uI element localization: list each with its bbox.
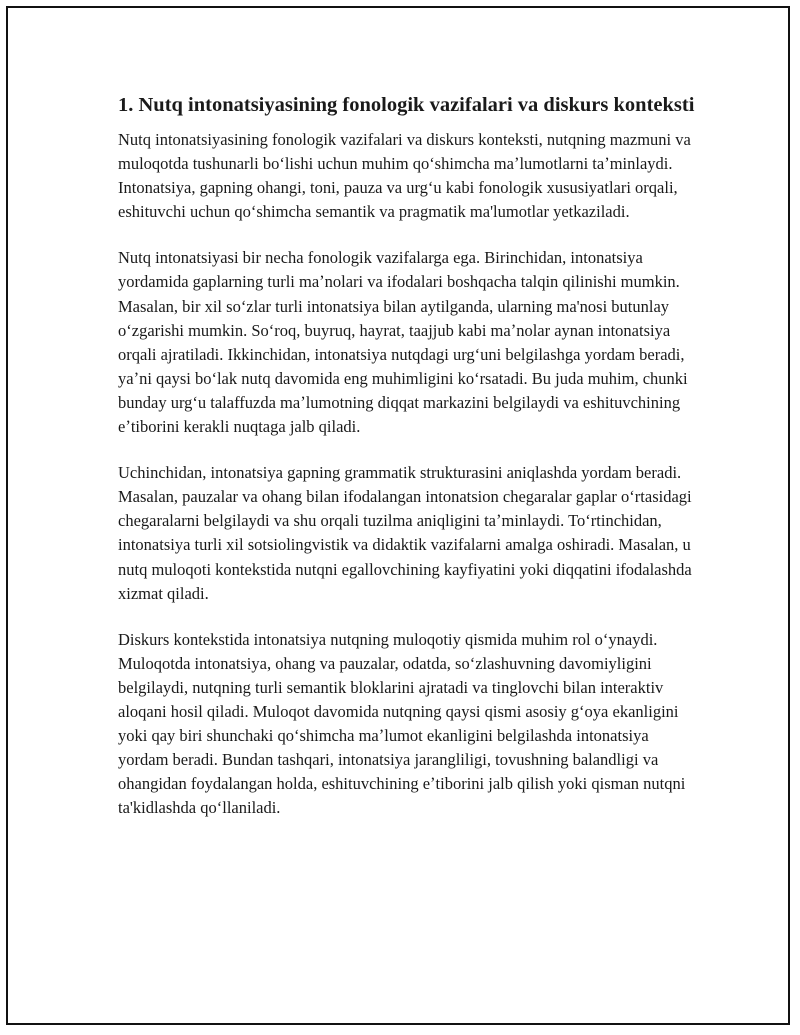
paragraph-1: Nutq intonatsiyasining fonologik vazifalari va diskurs konteksti, nutqning mazmuni va muloqotda tushunarli boʻlishi uchun muhim qoʻshimcha maʼlumotlarni taʼminlaydi. Intonatsiya, gapning ohangi, toni, pauza va urgʻu kabi fonologik xususiyatlari orqali, eshituvchi uchun qoʻshimcha semantik va pragmatik ma'lumotlar yetkaziladi. — [118, 130, 691, 222]
document-body — [118, 92, 698, 842]
paragraph-2: Nutq intonatsiyasi bir necha fonologik vazifalarga ega. Birinchidan, intonatsiya yordamida gaplarning turli maʼnolari va ifodalari boshqacha talqin qilinishi mumkin. Masalan, bir xil soʻzlar turli intonatsiya bilan aytilganda, ularning ma'nosi butunlay oʻzgarishi mumkin. Soʻroq, buyruq, hayrat, taajjub kabi maʼnolar aynan intonatsiya orqali ajratiladi. Ikkinchidan, intonatsiya nutqdagi urgʻuni belgilashga yordam beradi, yaʼni qaysi boʻlak nutq davomida eng muhimligini koʻrsatadi. Bu juda muhim, chunki bunday urgʻu talaffuzda maʼlumotning diqqat markazini belgilaydi va eshituvchining eʼtiborini kerakli nuqtaga jalb qiladi. — [118, 248, 688, 437]
paragraph-3: Uchinchidan, intonatsiya gapning grammatik strukturasini aniqlashda yordam beradi. Masalan, pauzalar va ohang bilan ifodalangan intonatsion chegaralar gaplar oʻrtasidagi chegaralarni belgilaydi va shu orqali tuzilma aniqligini taʼminlaydi. Toʻrtinchidan, intonatsiya turli xil sotsiolingvistik va didaktik vazifalarni amalga oshiradi. Masalan, u nutq muloqoti kontekstida nutqni egallovchining kayfiyatini yoki diqqatini ifodalashda xizmat qiladi. — [118, 463, 692, 603]
paragraph-4: Diskurs kontekstida intonatsiya nutqning muloqotiy qismida muhim rol oʻynaydi. Muloqotda intonatsiya, ohang va pauzalar, odatda, soʻzlashuvning davomiyligini belgilaydi, nutqning turli semantik bloklarini ajratadi va tinglovchi bilan interaktiv aloqani hosil qiladi. Muloqot davomida nutqning qaysi qismi asosiy gʻoya ekanligini yoki qay biri shunchaki qoʻshimcha maʼlumot ekanligini belgilashda intonatsiya yordam beradi. Bundan tashqari, intonatsiya jarangliligi, tovushning balandligi va ohangidan foydalangan holda, eshituvchining eʼtiborini jalb qilish yoki qisman nutqni ta'kidlashda qoʻllaniladi. — [118, 629, 686, 818]
section-heading: 1. Nutq intonatsiyasining fonologik vazifalari va diskurs konteksti — [118, 94, 695, 116]
